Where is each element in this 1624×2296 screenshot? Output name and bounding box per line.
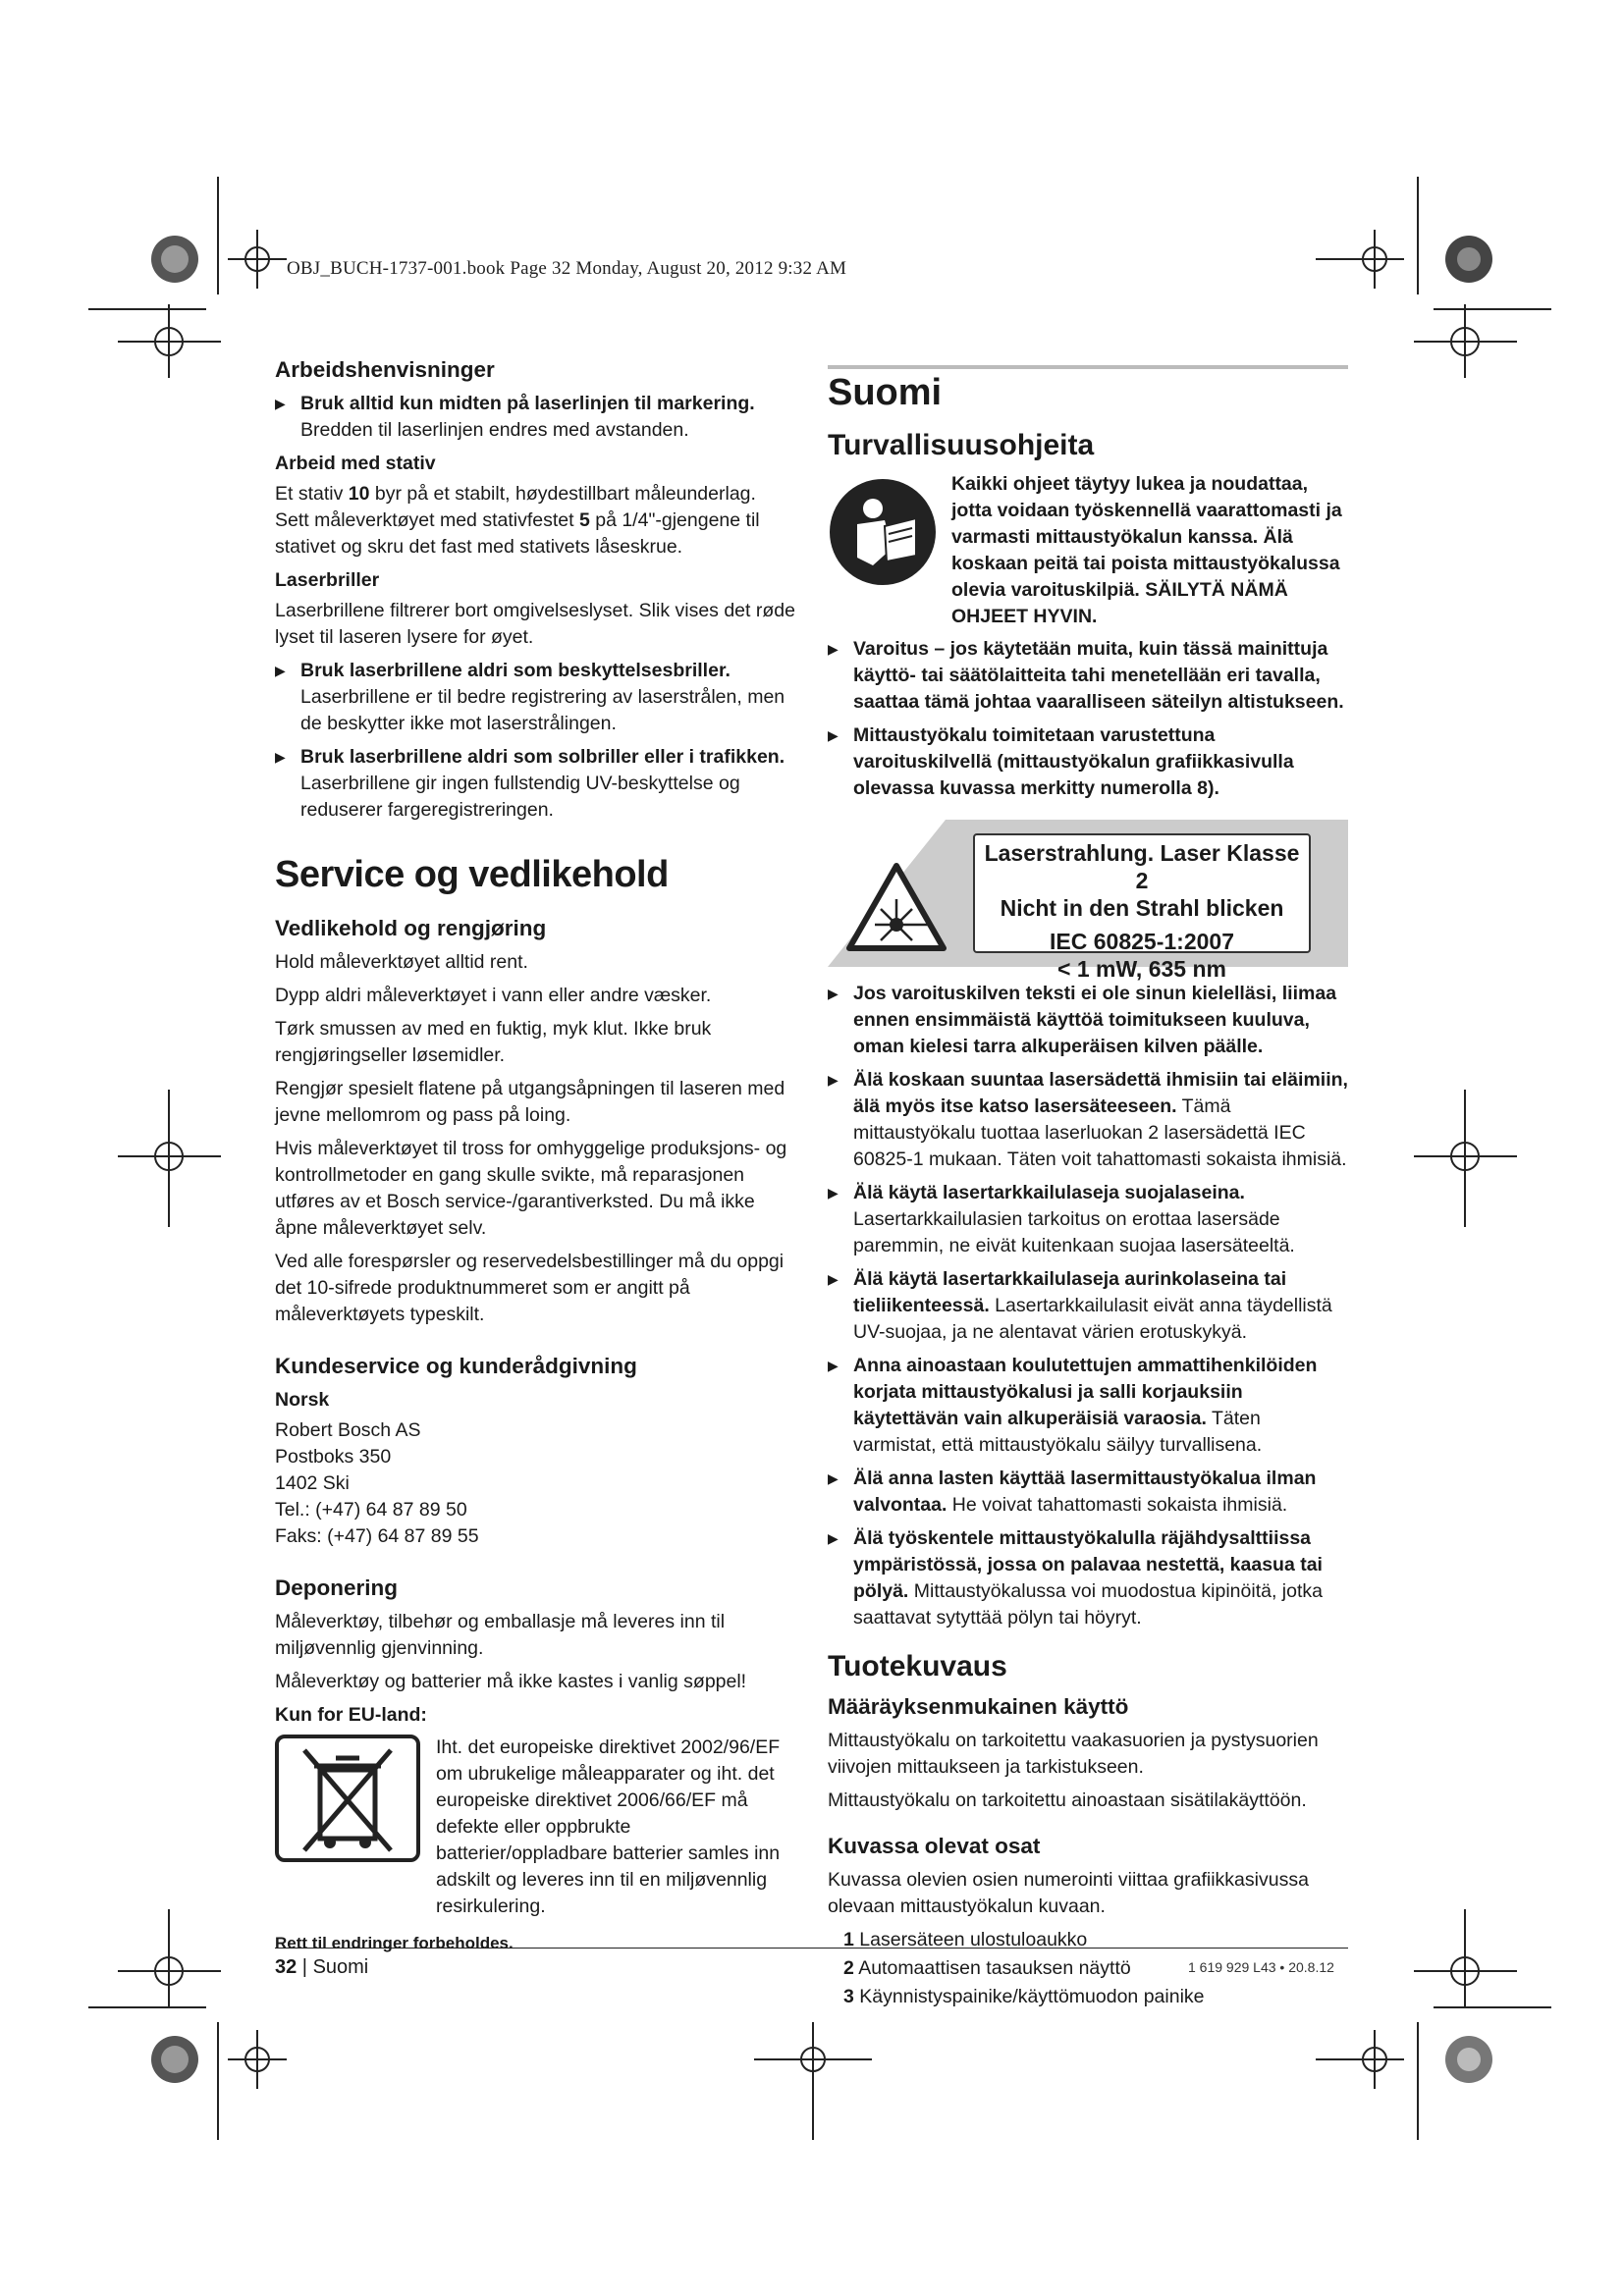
- bullet-item: ▶ Bruk laserbrillene aldri som beskyttelsesbriller. Laserbrillene er til bedre registrering av laserstrålen, men de beskytter ikke mot laserstrålingen.: [275, 658, 795, 737]
- bullet-item: ▶ Anna ainoastaan koulutettujen ammattihenkilöiden korjata mittaustyökalusi ja salli korjauksiin käytettävän vain alkuperäisiä varaosia. Täten varmistat, että mittaustyökalu säilyy turvallisena.: [828, 1353, 1348, 1459]
- right-column: [828, 355, 1348, 2012]
- paragraph: Hvis måleverktøyet til tross for omhyggelige produksjons- og kontrollmetoder en gang skulle svikte, må reparasjonen utføres av et Bosch service-/garantiverksted. Du må ikke åpne måleverktøyet selv.: [275, 1138, 787, 1239]
- paragraph: Hold måleverktøyet alltid rent.: [275, 951, 528, 973]
- paragraph: Mittaustyökalu on tarkoitettu vaakasuorien ja pystysuorien viivojen mittaukseen ja tarkistukseen.: [828, 1730, 1319, 1778]
- paragraph: Kuvassa olevien osien numerointi viittaa grafiikkasivussa olevaan mittaustyökalun kuvaan.: [828, 1869, 1309, 1917]
- list-item: 1 Lasersäteen ulostuloaukko: [843, 1929, 1088, 1950]
- bullet-item: ▶ Bruk laserbrillene aldri som solbriller eller i trafikken. Laserbrillene gir ingen fullstendig UV-beskyttelse og reduserer fargeregistreringen.: [275, 744, 795, 824]
- label-line: Nicht in den Strahl blicken: [1000, 895, 1284, 921]
- section-heading: Määräyksenmukainen käyttö: [828, 1694, 1129, 1719]
- laser-label-text: [973, 833, 1311, 982]
- bullet-item: ▶ Mittaustyökalu toimitetaan varustettuna varoituskilvellä (mittaustyökalun grafiikkasivulla olevassa kuvassa merkitty numerolla 8).: [828, 722, 1348, 802]
- weee-text: Iht. det europeiske direktivet 2002/96/EF om ubrukelige måleapparater og iht. det europeiske direktivet 2006/66/EF må defekte eller oppbrukte batterier/oppladbare batterier samles inn adskilt og leveres inn til en miljøvennlig resirkulering.: [436, 1736, 781, 1917]
- bullet-item: ▶ Jos varoituskilven teksti ei ole sinun kielelläsi, liimaa ennen ensimmäistä käyttöä toimitukseen kuuluva, oman kielesi tarra alkuperäisen kilven päälle.: [828, 981, 1348, 1060]
- address-block: Robert Bosch AS Postboks 350 1402 Ski Tel.: (+47) 64 87 89 50 Faks: (+47) 64 87 89 55: [275, 1419, 479, 1547]
- footer-section: Suomi: [312, 1956, 369, 1978]
- laser-warning-label: [828, 820, 1348, 982]
- paragraph: Rengjør spesielt flatene på utgangsåpningen til laseren med jevne mellomrom og pass på loing.: [275, 1078, 785, 1126]
- language-heading: Suomi: [828, 372, 943, 413]
- bullet-item: ▶ Älä työskentele mittaustyökalulla räjähdysalttiissa ympäristössä, jossa on palavaa nestettä, kaasua tai pölyä. Mittaustyökalussa voi muodostua kipinöitä, jotka saattavat sytyttää pölyn tai höyryt.: [828, 1525, 1348, 1631]
- file-header: OBJ_BUCH-1737-001.book Page 32 Monday, August 20, 2012 9:32 AM: [287, 258, 847, 279]
- chapter-heading: Turvallisuusohjeita: [828, 429, 1095, 461]
- bullet-item: ▶ Bruk alltid kun midten på laserlinjen til markering. Bredden til laserlinjen endres med avstanden.: [275, 391, 795, 444]
- label-line: < 1 mW, 635 nm: [1057, 956, 1226, 982]
- paragraph: Dypp aldri måleverktøyet i vann eller andre væsker.: [275, 985, 712, 1006]
- subsection-heading: Arbeid med stativ: [275, 453, 436, 474]
- section-heading: Kuvassa olevat osat: [828, 1834, 1041, 1858]
- read-manual-icon: [828, 477, 938, 587]
- page-footer: 32 | Suomi: [275, 1956, 369, 1978]
- bullet-item: ▶ Älä käytä lasertarkkailulaseja aurinkolaseina tai tieliikenteessä. Lasertarkkailulasit eivät anna täydellistä UV-suojaa, ja ne alentavat värien erotuskykyä.: [828, 1266, 1348, 1346]
- label-line: Laserstrahlung. Laser Klasse 2: [984, 840, 1300, 893]
- paragraph: Ved alle forespørsler og reservedelsbestillinger må du oppgi det 10-sifrede produktnummeret som er angitt på måleverktøyets typeskilt.: [275, 1251, 785, 1325]
- page-number: 32: [275, 1956, 298, 1978]
- section-heading: Kundeservice og kunderådgivning: [275, 1354, 637, 1378]
- bullet-item: ▶ Älä anna lasten käyttää lasermittaustyökalua ilman valvontaa. He voivat tahattomasti sokaista ihmisiä.: [828, 1466, 1348, 1519]
- safety-intro-text: Kaikki ohjeet täytyy lukea ja noudattaa, jotta voidaan työskennellä vaarattomasti ja varmasti mittaustyökalun kanssa. Älä koskaan peitä tai poista mittaustyökalussa olevia varoituskilpiä. SÄILYTÄ NÄMÄ OHJEET HYVIN.: [951, 473, 1342, 627]
- left-column: [275, 355, 795, 1963]
- chapter-heading: Tuotekuvaus: [828, 1650, 1007, 1682]
- safety-intro: [828, 471, 1348, 630]
- subsection-heading: Laserbriller: [275, 569, 380, 591]
- paragraph: Måleverktøy, tilbehør og emballasje må leveres inn til miljøvennlig gjenvinning.: [275, 1611, 726, 1659]
- list-item: 3 Käynnistyspainike/käyttömuodon painike: [843, 1986, 1205, 2007]
- weee-block: [275, 1735, 795, 1920]
- label-line: IEC 60825-1:2007: [1050, 929, 1234, 954]
- paragraph: Tørk smussen av med en fuktig, myk klut. Ikke bruk rengjøringseller løsemidler.: [275, 1018, 712, 1066]
- paragraph: Måleverktøy og batterier må ikke kastes i vanlig søppel!: [275, 1671, 747, 1692]
- rights-note: Rett til endringer forbeholdes.: [275, 1934, 514, 1952]
- paragraph: Mittaustyökalu on tarkoitettu ainoastaan sisätilakäyttöön.: [828, 1789, 1307, 1811]
- paragraph: Et stativ 10 byr på et stabilt, høydestillbart måleunderlag. Sett måleverktøyet med stativfestet 5 på 1/4"-gjengene til stativet og skru det fast med stativets låseskrue.: [275, 483, 760, 558]
- doc-code: 1 619 929 L43 • 20.8.12: [1188, 1959, 1334, 1975]
- crossed-bin-icon: [275, 1735, 420, 1862]
- bullet-item: ▶ Älä käytä lasertarkkailulaseja suojalaseina. Lasertarkkailulasien tarkoitus on erottaa lasersäde paremmin, ne eivät kuitenkaan suojaa lasersäteeltä.: [828, 1180, 1348, 1259]
- section-heading: Arbeidshenvisninger: [275, 357, 495, 382]
- chapter-heading: Service og vedlikehold: [275, 854, 669, 895]
- subsection-heading: Norsk: [275, 1389, 330, 1411]
- bullet-item: ▶ Varoitus – jos käytetään muita, kuin tässä mainittuja käyttö- tai säätölaitteita tahi menetellään eri tavalla, saattaa tämä johtaa vaaralliseen säteilyn altistukseen.: [828, 636, 1348, 716]
- paragraph: Laserbrillene filtrerer bort omgivelseslyset. Slik vises det røde lyset til laseren lysere for øyet.: [275, 600, 795, 648]
- bullet-item: ▶ Älä koskaan suuntaa lasersädettä ihmisiin tai eläimiin, älä myös itse katso lasersäteeseen. Tämä mittaustyökalu tuottaa laserluokan 2 lasersädettä IEC 60825-1 mukaan. Täten voit tahattomasti sokaista ihmisiä.: [828, 1067, 1348, 1173]
- section-heading: Deponering: [275, 1575, 399, 1600]
- section-heading: Vedlikehold og rengjøring: [275, 916, 547, 940]
- subsection-heading: Kun for EU-land:: [275, 1704, 427, 1726]
- list-item: 2 Automaattisen tasauksen näyttö: [843, 1957, 1131, 1979]
